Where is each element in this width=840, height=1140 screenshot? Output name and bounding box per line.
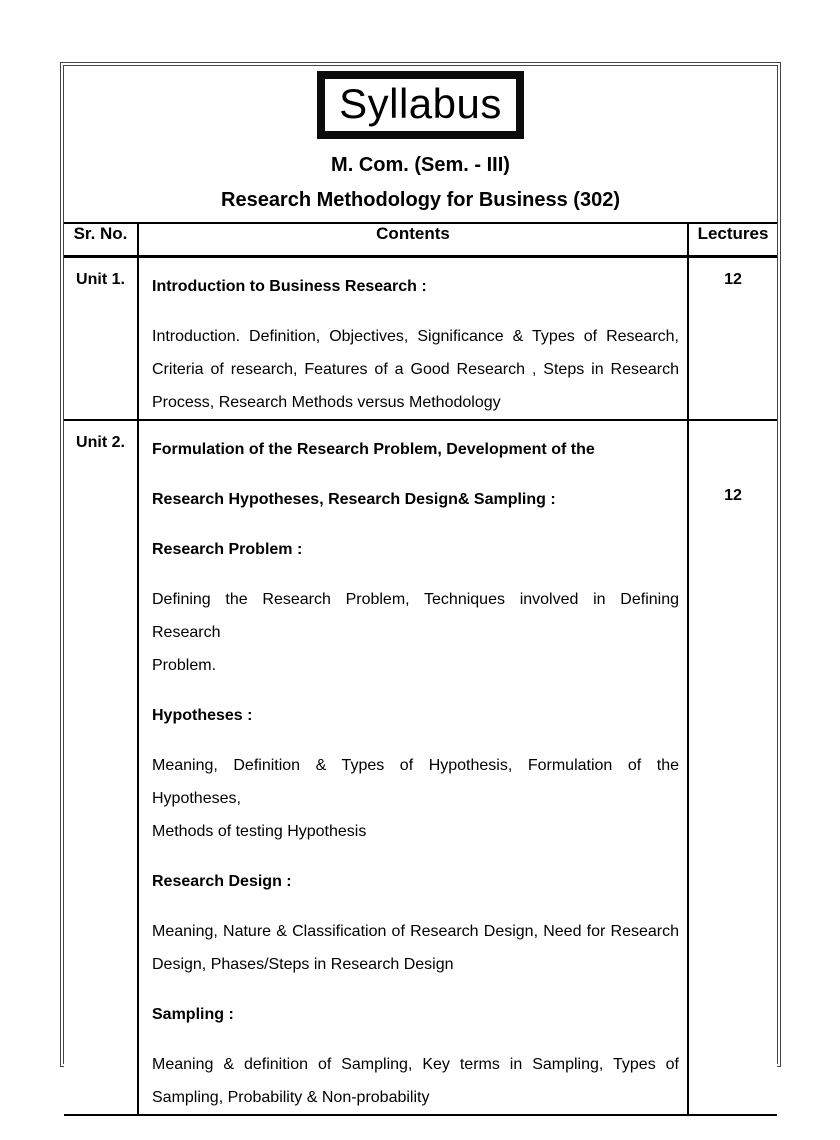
lectures-count: 12 — [724, 486, 742, 504]
page-border-frame — [60, 62, 781, 1106]
lectures-cell — [688, 420, 777, 1115]
text-line: Process, Research Methods versus Methodology — [152, 393, 501, 411]
document-header — [64, 66, 777, 222]
contents-heading — [152, 699, 679, 732]
text-line: Meaning & definition of Sampling, Key terms in Sampling, Types of — [152, 1055, 679, 1073]
contents-cell — [138, 256, 688, 420]
contents-heading — [152, 533, 679, 566]
table-row — [64, 420, 777, 1115]
unit-cell — [64, 420, 138, 1115]
text-line: Meaning, Nature & Classification of Research Design, Need for Research — [152, 922, 679, 940]
lectures-count: 12 — [724, 270, 742, 288]
syllabus-table-body — [64, 256, 777, 1115]
unit-number: Unit 2. — [76, 433, 125, 451]
text-line: Sampling : — [152, 1005, 234, 1023]
text-line: Criteria of research, Features of a Good Research , Steps in Research — [152, 360, 679, 378]
contents-heading — [152, 998, 679, 1031]
text-line: Introduction. Definition, Objectives, Significance & Types of Research, — [152, 327, 679, 345]
text-line: Research Hypotheses, Research Design& Sampling : — [152, 490, 556, 508]
text-line: Meaning, Definition & Types of Hypothesis, Formulation of the Hypotheses, — [152, 756, 679, 807]
text-line: Research Design : — [152, 872, 292, 890]
page-title: Syllabus — [339, 80, 502, 127]
unit-number: Unit 1. — [76, 270, 125, 288]
text-line: Research Problem : — [152, 540, 303, 558]
col-header-sr-no: Sr. No. — [64, 223, 138, 256]
contents-paragraph — [152, 320, 679, 419]
contents-cell — [138, 420, 688, 1115]
text-line: Hypotheses : — [152, 706, 253, 724]
contents-paragraph — [152, 749, 679, 848]
syllabus-table — [64, 222, 777, 1116]
lectures-cell — [688, 256, 777, 420]
syllabus-title-box — [317, 71, 524, 139]
contents-paragraph — [152, 915, 679, 981]
contents-paragraph — [152, 583, 679, 682]
table-row — [64, 256, 777, 420]
subject-line: Research Methodology for Business (302) — [221, 189, 620, 212]
text-line: Defining the Research Problem, Techniques involved in Defining Research — [152, 590, 679, 641]
text-line: Sampling, Probability & Non-probability — [152, 1088, 430, 1106]
text-line: Design, Phases/Steps in Research Design — [152, 955, 454, 973]
contents-heading — [152, 433, 679, 466]
course-line: M. Com. (Sem. - III) — [331, 154, 510, 177]
page-border-frame-inner — [63, 65, 778, 1106]
table-header-row — [64, 223, 777, 256]
col-header-contents: Contents — [138, 223, 688, 256]
contents-heading — [152, 483, 679, 516]
text-line: Introduction to Business Research : — [152, 277, 427, 295]
col-header-lectures: Lectures — [688, 223, 777, 256]
unit-cell — [64, 256, 138, 420]
contents-heading — [152, 270, 679, 303]
contents-heading — [152, 865, 679, 898]
contents-paragraph — [152, 1048, 679, 1114]
text-line: Methods of testing Hypothesis — [152, 822, 367, 840]
text-line: Problem. — [152, 656, 217, 674]
text-line: Formulation of the Research Problem, Development of the — [152, 440, 595, 458]
